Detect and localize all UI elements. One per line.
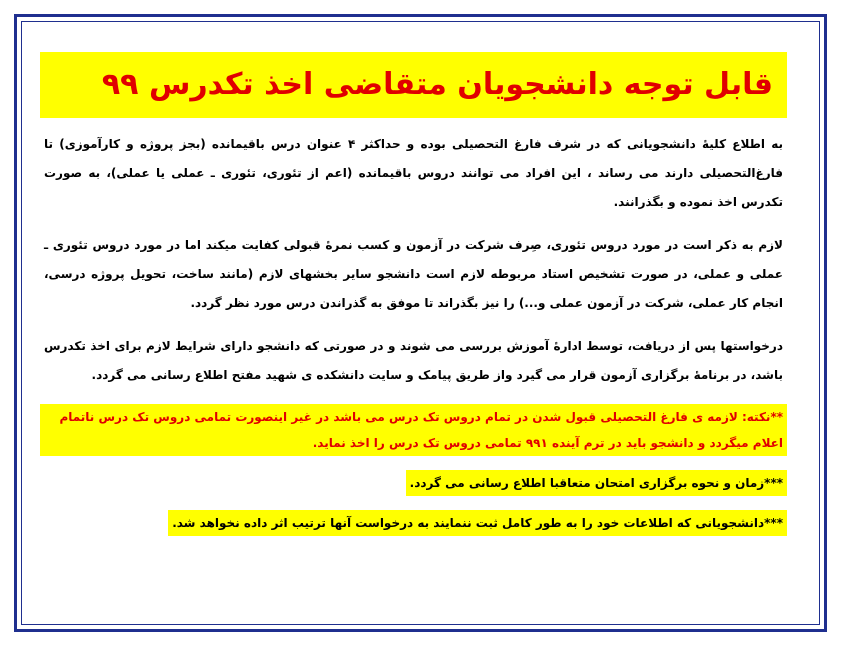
note-registration-row <box>40 496 787 536</box>
note-exam-timing-row <box>40 456 787 496</box>
page-title: قابل توجه دانشجویان متقاضی اخذ تکدرس ۹۹ <box>40 52 787 118</box>
paragraph-process: درخواستها پس از دریافت، توسط ادارهٔ آموزش بررسی می شوند و در صورتی که دانشجو دارای شرایط لازم برای اخذ تکدرس باشد، در برنامهٔ برگزاری آزمون قرار می گیرد واز طریق پیامک و سایت دانشکده ی شهید مفتح اطلاع رسانی می گردد. <box>44 339 783 382</box>
note-registration-warning: ***دانشجویانی که اطلاعات خود را به طور کامل ثبت ننمایند به درخواست آنها ترتیب اثر داده نخواهد شد. <box>168 510 787 536</box>
paragraph-eligibility: به اطلاع کلیهٔ دانشجویانی که در شرف فارغ التحصیلی بوده و حداکثر ۴ عنوان درس باقیمانده (بجز پروژه و کارآموزی) تا فارغ‌التحصیلی دارند می رساند ، این افراد می توانند دروس باقیمانده (اعم از تئوری، تئوری ـ عملی یا عملی)، به صورت تکدرس اخذ نموده و بگذرانند. <box>44 137 783 209</box>
note-exam-timing: ***زمان و نحوه برگزاری امتحان متعاقبا اطلاع رسانی می گردد. <box>406 470 787 496</box>
paragraph-requirements: لازم به ذکر است در مورد دروس تئوری، صِرف شرکت در آزمون و کسب نمرهٔ قبولی کفایت میکند اما در مورد دروس تئوری ـ عملی و عملی، در صورت تشخیص استاد مربوطه لازم است دانشجو سایر بخشهای لازم (مانند ساخت، تحویل پروژه درسی، انجام کار عملی، شرکت در آزمون عملی و...) را نیز بگذراند تا موفق به گذراندن درس مورد نظر گردد. <box>44 238 783 310</box>
note-graduation-rule: **نکته: لازمه ی فارغ التحصیلی قبول شدن در تمام دروس تک درس می باشد در غیر اینصورت تمامی دروس تک درس ناتمام اعلام میگردد و دانشجو باید در ترم آینده ۹۹۱ تمامی دروس تک درس را اخذ نماید. <box>40 404 787 456</box>
document-content <box>40 52 787 536</box>
